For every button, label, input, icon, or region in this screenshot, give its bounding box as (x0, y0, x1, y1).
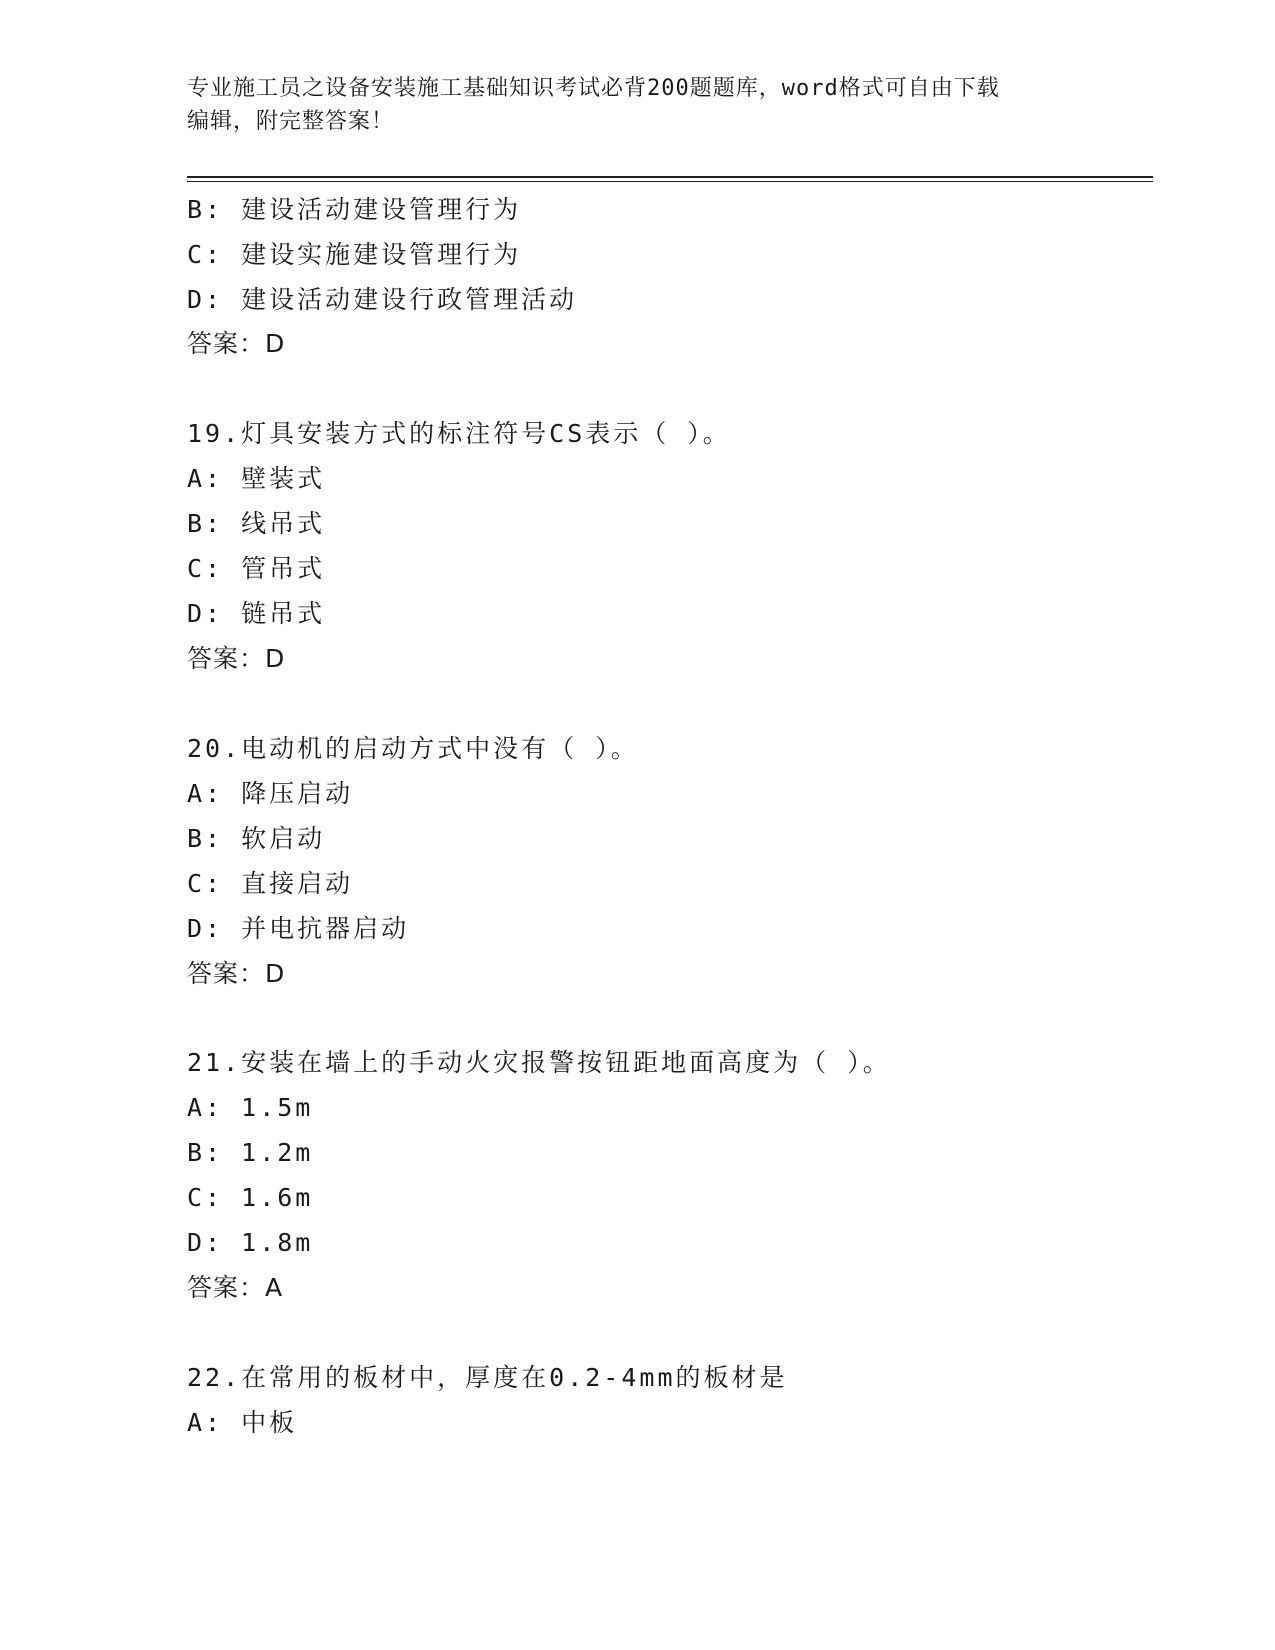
q20-option-d: D: 并电抗器启动 (187, 914, 410, 943)
q19-option-b: B: 线吊式 (187, 509, 326, 538)
q19-question: 19.灯具安装方式的标注符号CS表示（ ）。 (187, 419, 731, 448)
document-header (187, 72, 1067, 138)
header-divider-thick (187, 176, 1153, 178)
q21-question: 21.安装在墙上的手动火灾报警按钮距地面高度为（ ）。 (187, 1048, 891, 1077)
q21-option-b: B: 1.2m (187, 1138, 314, 1167)
q20-option-a: A: 降压启动 (187, 779, 354, 808)
q20-answer: 答案：D (187, 959, 286, 988)
q19-option-d: D: 链吊式 (187, 599, 326, 628)
q18-option-b: B: 建设活动建设管理行为 (187, 195, 522, 224)
header-line-1: 专业施工员之设备安装施工基础知识考试必背200题题库，word格式可自由下载 (187, 76, 1000, 101)
header-line-2: 编辑，附完整答案！ (187, 109, 395, 134)
q20-option-c: C: 直接启动 (187, 869, 354, 898)
q20-option-b: B: 软启动 (187, 824, 326, 853)
q18-option-c: C: 建设实施建设管理行为 (187, 240, 522, 269)
q20-question: 20.电动机的启动方式中没有（ ）。 (187, 734, 639, 763)
q19-option-c: C: 管吊式 (187, 554, 326, 583)
q18-answer: 答案：D (187, 329, 286, 358)
q19-answer: 答案：D (187, 644, 286, 673)
q21-answer: 答案：A (187, 1273, 284, 1302)
q22-question: 22.在常用的板材中，厚度在0.2-4mm的板材是 (187, 1363, 788, 1392)
header-divider-thin (187, 181, 1153, 182)
q21-option-a: A: 1.5m (187, 1093, 314, 1122)
q21-option-d: D: 1.8m (187, 1228, 314, 1257)
q22-option-a: A: 中板 (187, 1408, 298, 1437)
q18-option-d: D: 建设活动建设行政管理活动 (187, 285, 578, 314)
q21-option-c: C: 1.6m (187, 1183, 314, 1212)
q19-option-a: A: 壁装式 (187, 464, 326, 493)
